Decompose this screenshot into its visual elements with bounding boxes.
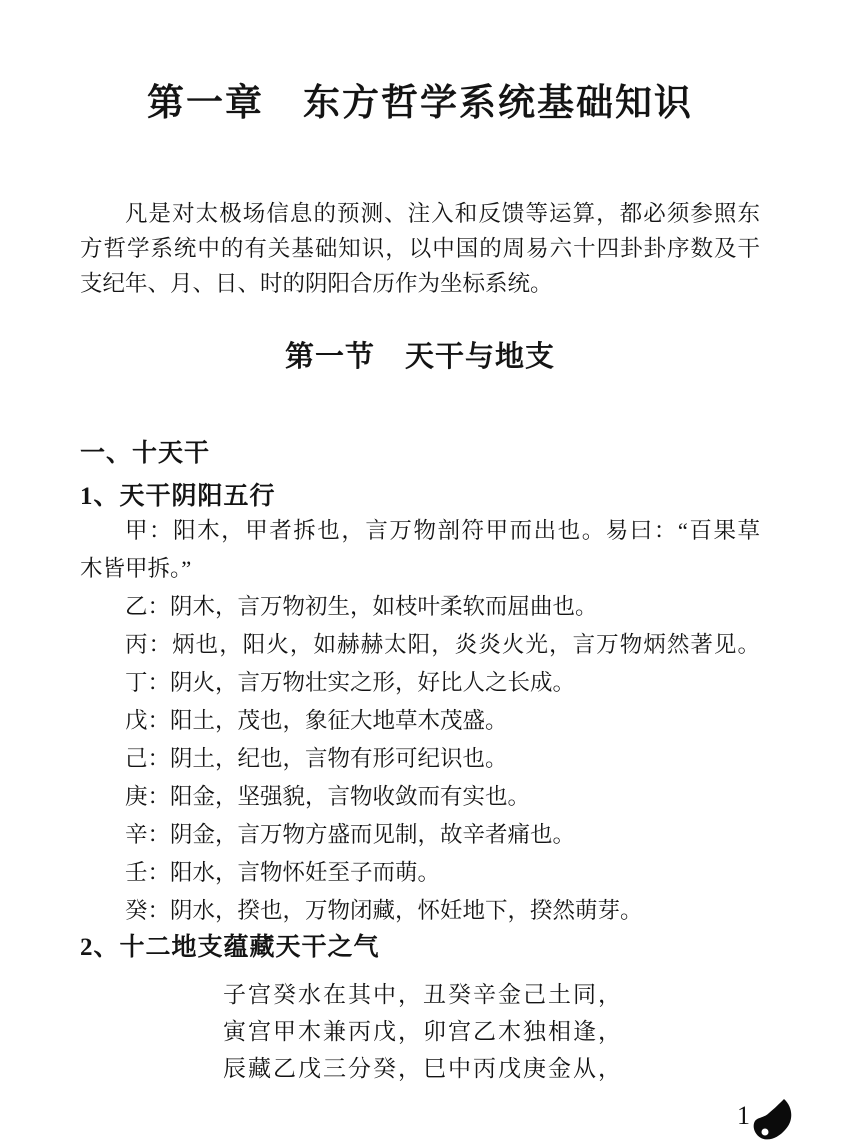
page-number: 1 [737,1101,750,1130]
stem-line-ji: 己：阴土，纪也，言物有形可纪识也。 [125,746,508,771]
stem-line-bing: 丙：炳也，阳火，如赫赫太阳，炎炎火光，言万物炳然著见。 [125,632,760,657]
stem-line-wu: 戊：阳土，茂也，象征大地草木茂盛。 [125,708,508,733]
intro-paragraph [80,196,760,301]
stem-line-jia-continued: 木皆甲拆。” [80,556,192,581]
section-title: 第一节 天干与地支 [284,341,555,373]
stem-line-jia: 甲：阳木，甲者拆也，言万物剖符甲而出也。易曰：“百果草 [125,518,760,543]
stem-line-xin: 辛：阴金，言万物方盛而见制，故辛者痛也。 [125,822,576,847]
stem-line-yi: 乙：阴木，言万物初生，如枝叶柔软而屈曲也。 [125,594,598,619]
stem-line-geng: 庚：阳金，坚强貌，言物收敛而有实也。 [125,784,531,809]
verse-line: 子宫癸水在其中，丑癸辛金己土同， [223,982,623,1007]
chapter-title: 第一章 东方哲学系统基础知识 [147,83,693,124]
verse-line: 辰藏乙戊三分癸，巳中丙戊庚金从， [223,1056,623,1081]
intro-line: 支纪年、月、日、时的阴阳合历作为坐标系统。 [80,271,553,296]
stem-definitions-list [80,512,760,930]
yinyang-icon [752,1096,812,1141]
page-content [80,0,760,1141]
intro-line: 方哲学系统中的有关基础知识，以中国的周易六十四卦卦序数及干 [80,236,760,261]
intro-line: 凡是对太极场信息的预测、注入和反馈等运算，都必须参照东 [125,201,760,226]
verse-line: 寅宫甲木兼丙戊，卯宫乙木独相逢， [223,1019,623,1044]
stem-line-ren: 壬：阳水，言物怀妊至子而萌。 [125,860,441,885]
stem-line-gui: 癸：阴水，揆也，万物闭藏，怀妊地下，揆然萌芽。 [125,898,643,923]
branch-verse [223,976,623,1087]
subheading-stem-yinyang-wuxing: 1、天干阴阳五行 [80,483,276,510]
stem-line-ding: 丁：阴火，言万物壮实之形，好比人之长成。 [125,670,576,695]
heading-ten-stems: 一、十天干 [80,440,211,467]
subheading-branch-hidden-stems: 2、十二地支蕴藏天干之气 [80,934,380,961]
